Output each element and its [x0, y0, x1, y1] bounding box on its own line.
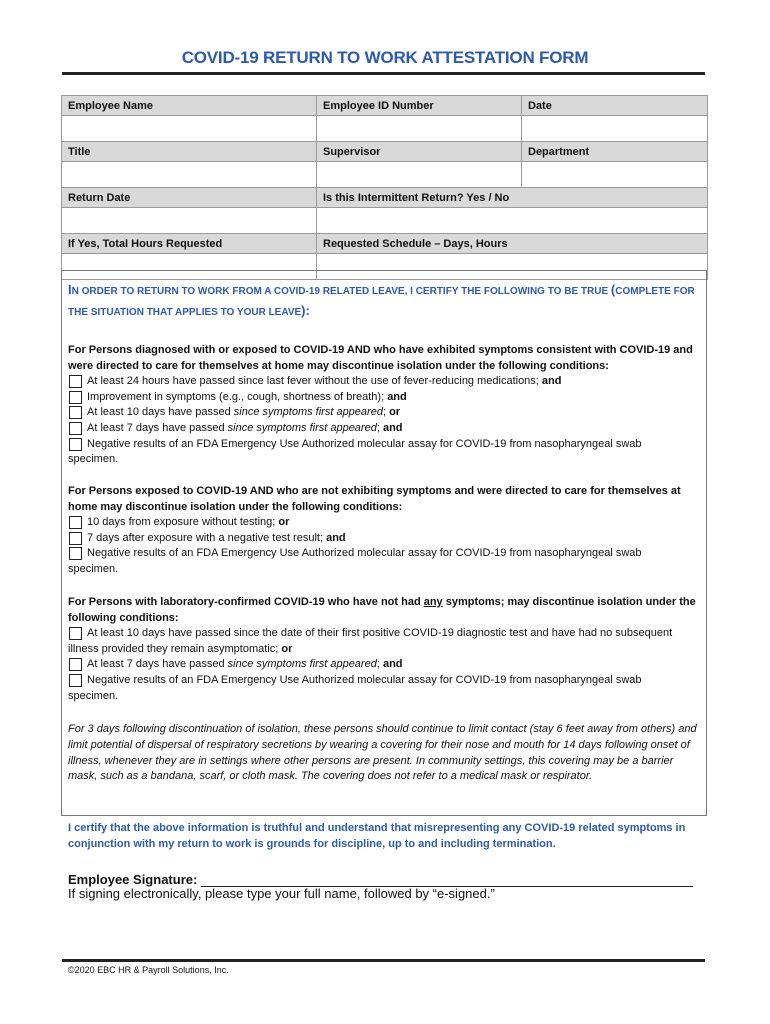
signature-input[interactable]: [201, 868, 693, 887]
intermittent-return-input[interactable]: [317, 208, 707, 233]
checkbox[interactable]: [69, 391, 82, 404]
list-item: At least 10 days have passed since symptoms first appeared; or: [68, 405, 700, 421]
return-date-label: Return Date: [62, 188, 317, 208]
total-hours-label: If Yes, Total Hours Requested: [62, 234, 317, 254]
checkbox[interactable]: [69, 438, 82, 451]
footer-copyright: ©2020 EBC HR & Payroll Solutions, Inc.: [68, 965, 229, 975]
department-label: Department: [522, 142, 708, 162]
employee-id-label: Employee ID Number: [317, 96, 522, 116]
list-item-continued: illness provided they remain asymptomatic; or: [68, 642, 293, 655]
list-item: Improvement in symptoms (e.g., cough, shortness of breath); and: [68, 390, 700, 406]
isolation-note: For 3 days following discontinuation of isolation, these persons should continue to limit contact (stay 6 feet away from others) and limit potential of dispersal of respiratory secretions by wearing a covering for their nose and mouth for 14 days following onset of illness, whenever they are in settings where other persons are present. In community settings, this covering may be a barrier mask, such as a bandana, scarf, or cloth mask. The covering does not refer to a medical mask or respirator.: [68, 723, 697, 783]
return-date-input[interactable]: [62, 208, 316, 233]
list-item-continued: specimen.: [68, 562, 119, 575]
list-item: 10 days from exposure without testing; or: [68, 515, 700, 531]
footer-divider: [62, 959, 705, 962]
section-heading: For Persons diagnosed with or exposed to COVID-19 AND who have exhibited symptoms consistent with COVID-19 and were directed to care for themselves at home may discontinue isolation under the following conditions:: [68, 344, 693, 372]
checkbox[interactable]: [69, 658, 82, 671]
checkbox[interactable]: [69, 516, 82, 529]
checkbox[interactable]: [69, 406, 82, 419]
section-heading: For Persons exposed to COVID-19 AND who are not exhibiting symptoms and were directed to care for themselves at home may discontinue isolation under the following conditions:: [68, 485, 681, 513]
intermittent-return-label: Is this Intermittent Return? Yes / No: [317, 188, 708, 208]
title-label: Title: [62, 142, 317, 162]
employee-info-table: [61, 95, 708, 280]
list-item-continued: specimen.: [68, 453, 119, 466]
list-item: At least 7 days have passed since symptoms first appeared; and: [68, 421, 700, 437]
form-title: COVID-19 RETURN TO WORK ATTESTATION FORM: [181, 48, 589, 67]
employee-name-label: Employee Name: [62, 96, 317, 116]
checkbox[interactable]: [69, 375, 82, 388]
list-item: At least 7 days have passed since symptoms first appeared; and: [68, 657, 700, 673]
list-item: Negative results of an FDA Emergency Use Authorized molecular assay for COVID-19 from nasopharyngeal swab: [68, 546, 700, 562]
checkbox[interactable]: [69, 547, 82, 560]
date-label: Date: [522, 96, 708, 116]
section-lab-confirmed: [68, 595, 700, 704]
employee-id-input[interactable]: [317, 116, 521, 141]
checkbox[interactable]: [69, 627, 82, 640]
list-item: Negative results of an FDA Emergency Use Authorized molecular assay for COVID-19 from nasopharyngeal swab: [68, 673, 700, 689]
title-input[interactable]: [62, 162, 316, 187]
supervisor-input[interactable]: [317, 162, 521, 187]
section-asymptomatic-exposed: [68, 484, 700, 578]
list-item: Negative results of an FDA Emergency Use Authorized molecular assay for COVID-19 from nasopharyngeal swab: [68, 437, 700, 453]
intro-statement: IN ORDER TO RETURN TO WORK FROM A COVID-19 RELATED LEAVE, I CERTIFY THE FOLLOWING TO BE TRUE (COMPLETE FOR THE SITUATION THAT APPLIES TO YOUR LEAVE):: [68, 282, 695, 318]
section-heading: For Persons with laboratory-confirmed COVID-19 who have not had any symptoms; may discontinue isolation under the following conditions:: [68, 596, 696, 624]
checkbox[interactable]: [69, 674, 82, 687]
supervisor-label: Supervisor: [317, 142, 522, 162]
list-item-continued: specimen.: [68, 689, 119, 702]
employee-name-input[interactable]: [62, 116, 316, 141]
checkbox[interactable]: [69, 532, 82, 545]
section-symptomatic: [68, 343, 700, 468]
list-item: At least 10 days have passed since the date of their first positive COVID-19 diagnostic test and have had no subsequent: [68, 626, 700, 642]
list-item: 7 days after exposure with a negative test result; and: [68, 531, 700, 547]
department-input[interactable]: [522, 162, 707, 187]
signature-row: [68, 868, 708, 887]
schedule-label: Requested Schedule – Days, Hours: [317, 234, 708, 254]
signature-hint: If signing electronically, please type your full name, followed by “e-signed.”: [68, 886, 495, 901]
signature-label: Employee Signature:: [68, 872, 198, 887]
checkbox[interactable]: [69, 422, 82, 435]
certification-statement: I certify that the above information is truthful and understand that misrepresenting any COVID-19 related symptoms in conjunction with my return to work is grounds for discipline, up to and including termination.: [68, 822, 686, 850]
date-input[interactable]: [522, 116, 707, 141]
list-item: At least 24 hours have passed since last fever without the use of fever-reducing medications; and: [68, 374, 700, 390]
title-divider: [62, 72, 705, 75]
